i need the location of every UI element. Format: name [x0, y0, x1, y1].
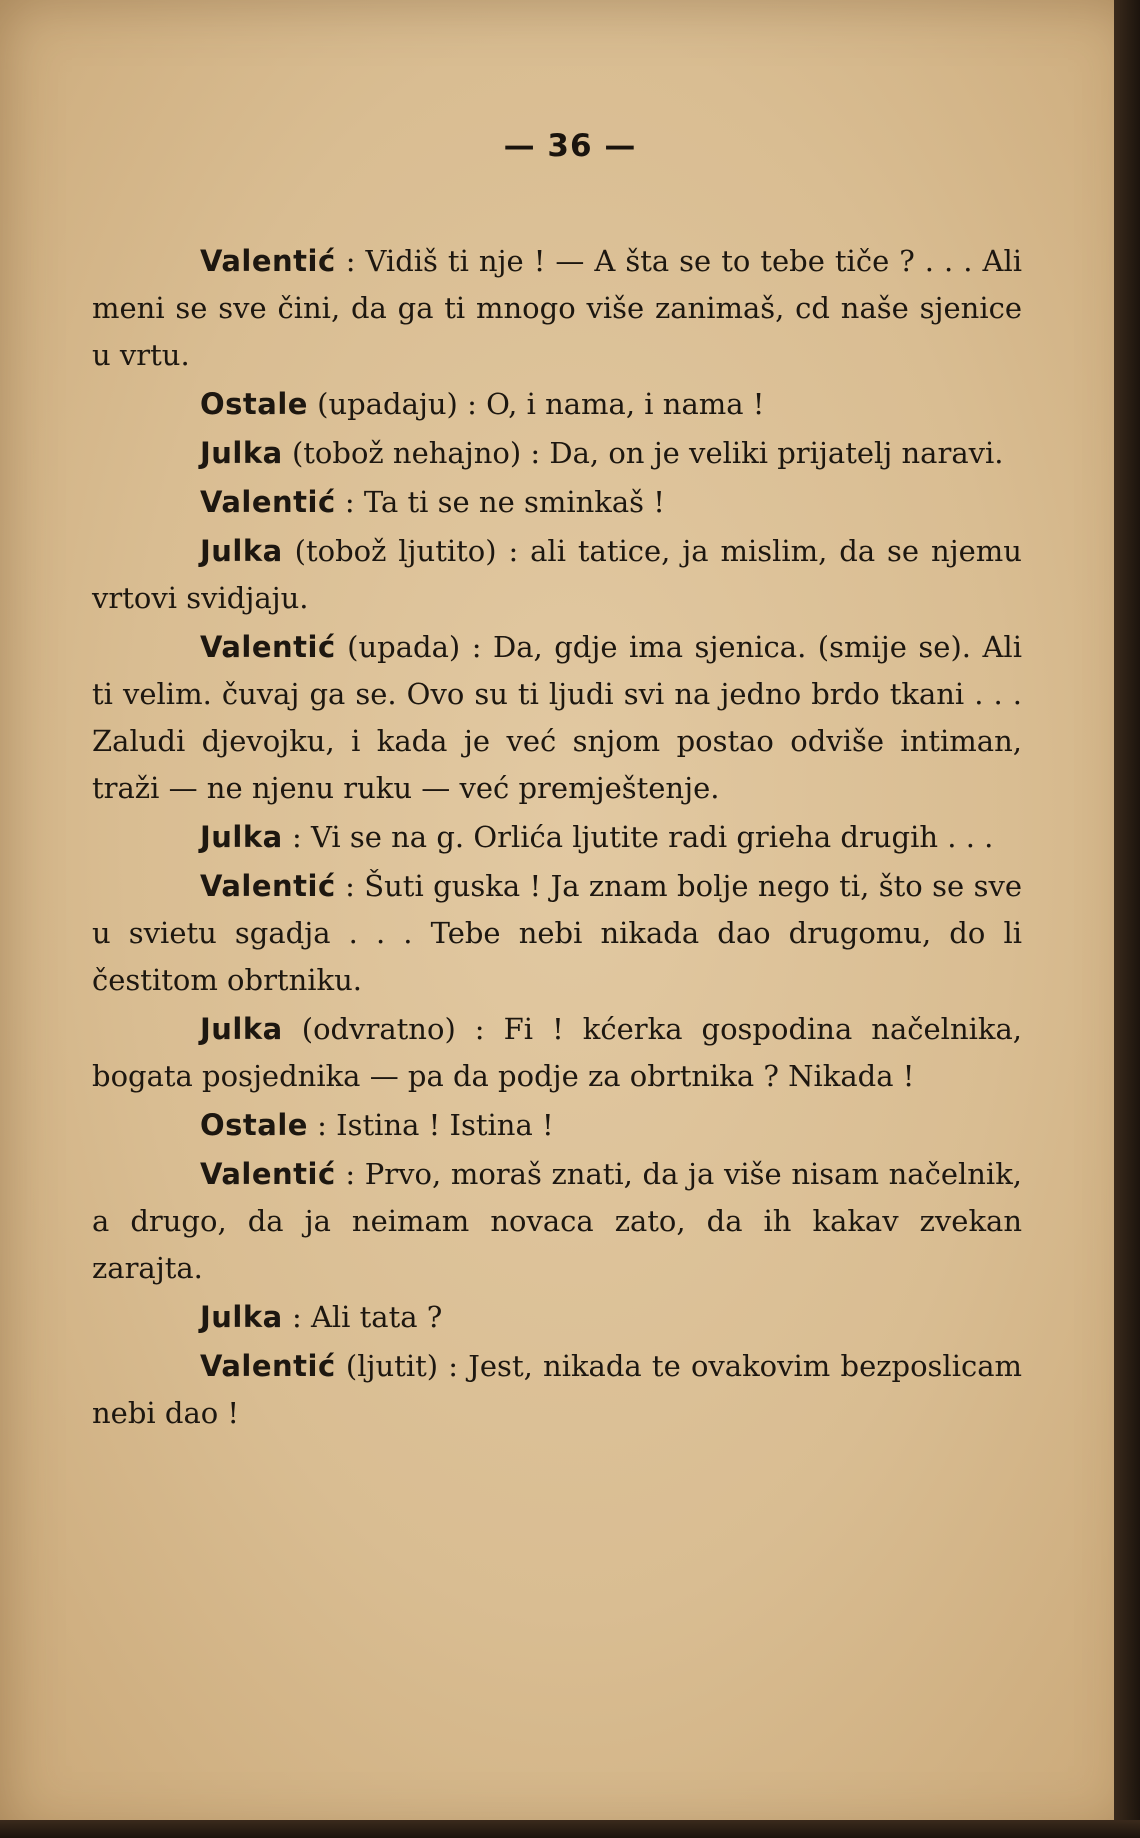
- dialogue-line: (tobož ljutito) : ali tatice, ja mislim, da se njemu vrtovi svidjaju.: [92, 534, 1022, 615]
- page-edge-bottom: [0, 1820, 1140, 1838]
- dialogue-paragraph: [92, 381, 1022, 428]
- page-number: — 36 —: [503, 128, 637, 164]
- speaker-name: Julka: [200, 436, 283, 470]
- speaker-name: Valentić: [200, 485, 336, 519]
- dialogue-line: : Vi se na g. Orlića ljutite radi grieha drugih . . .: [282, 820, 994, 854]
- dialogue-paragraph: [92, 1102, 1022, 1149]
- dialogue-paragraph: [92, 238, 1022, 379]
- speaker-name: Valentić: [200, 869, 336, 903]
- speaker-name: Valentić: [200, 244, 336, 278]
- dialogue-paragraph: [92, 528, 1022, 622]
- dialogue-line: : Vidiš ti nje ! — A šta se to tebe tiče ? . . . Ali meni se sve čini, da ga ti mnogo više zanimaš, cd naše sjenice u vrtu.: [92, 244, 1022, 372]
- dialogue-line: (odvratno) : Fi ! kćerka gospodina načelnika, bogata posjednika — pa da podje za obrtnika ? Nikada !: [92, 1012, 1022, 1093]
- dialogue-line: : Ta ti se ne sminkaš !: [335, 485, 665, 519]
- dialogue-paragraph: [92, 1151, 1022, 1292]
- dialogue-line: : Istina ! Istina !: [307, 1108, 554, 1142]
- dialogue-paragraph: [92, 863, 1022, 1004]
- speaker-name: Julka: [200, 1012, 283, 1046]
- dialogue-line: : Ali tata ?: [282, 1300, 443, 1334]
- speaker-name: Valentić: [200, 1349, 336, 1383]
- speaker-name: Julka: [200, 820, 283, 854]
- dialogue-paragraph: [92, 1343, 1022, 1437]
- dialogue-paragraph: [92, 1294, 1022, 1341]
- dialogue-paragraph: [92, 430, 1022, 477]
- speaker-name: Ostale: [200, 387, 308, 421]
- dialogue-line: : Šuti guska ! Ja znam bolje nego ti, što se sve u svietu sgadja . . . Tebe nebi nikada dao drugomu, do li čestitom obrtniku.: [92, 869, 1022, 997]
- speaker-name: Valentić: [200, 630, 336, 664]
- dialogue-line: (tobož nehajno) : Da, on je veliki prijatelj naravi.: [282, 436, 1004, 470]
- dialogue-line: (upadaju) : O, i nama, i nama !: [307, 387, 765, 421]
- page-edge-right: [1114, 0, 1140, 1838]
- speaker-name: Julka: [200, 1300, 283, 1334]
- dialogue-paragraph: [92, 814, 1022, 861]
- speaker-name: Valentić: [200, 1157, 336, 1191]
- dialogue-line: : Prvo, moraš znati, da ja više nisam načelnik, a drugo, da ja neimam novaca zato, da ih kakav zvekan zarajta.: [92, 1157, 1022, 1285]
- dialogue-line: (ljutit) : Jest, nikada te ovakovim bezposlicam nebi dao !: [92, 1349, 1022, 1430]
- dialogue-paragraph: [92, 1006, 1022, 1100]
- speaker-name: Ostale: [200, 1108, 308, 1142]
- dialogue-paragraph: [92, 479, 1022, 526]
- dialogue-text: [92, 238, 1022, 1439]
- speaker-name: Julka: [200, 534, 283, 568]
- dialogue-line: (upada) : Da, gdje ima sjenica. (smije se). Ali ti velim. čuvaj ga se. Ovo su ti ljudi svi na jedno brdo tkani . . . Zaludi djevojku, i kada je već snjom postao odviše intiman, traži — ne njenu ruku — već premještenje.: [92, 630, 1022, 805]
- dialogue-paragraph: [92, 624, 1022, 812]
